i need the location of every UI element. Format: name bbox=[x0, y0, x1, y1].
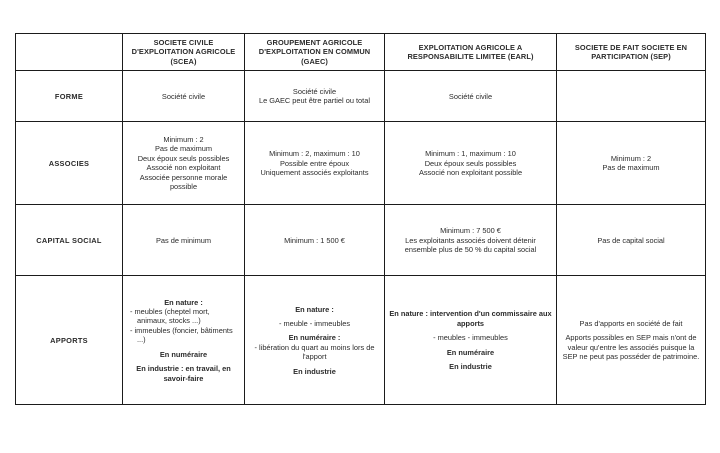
table-body bbox=[16, 71, 706, 405]
cell-capital-scea: Pas de minimum bbox=[123, 205, 245, 276]
table-row bbox=[16, 276, 706, 405]
cell-forme-gaec: Société civile Le GAEC peut être partiel ou total bbox=[245, 71, 385, 122]
table-corner-cell bbox=[16, 34, 123, 71]
cell-associes-scea: Minimum : 2 Pas de maximum Deux époux seuls possibles Associé non exploitant Associée personne morale possible bbox=[123, 122, 245, 205]
cell-associes-gaec: Minimum : 2, maximum : 10 Possible entre époux Uniquement associés exploitants bbox=[245, 122, 385, 205]
comparison-table bbox=[15, 33, 706, 405]
column-header-gaec: GROUPEMENT AGRICOLE D'EXPLOITATION EN COMMUN (GAEC) bbox=[245, 34, 385, 71]
cell-apports-gaec: En nature : - meuble - immeubles En numéraire : - libération du quart au moins lors de l'apport En industrie bbox=[245, 276, 385, 405]
row-header-apports: APPORTS bbox=[16, 276, 123, 405]
column-header-earl: EXPLOITATION AGRICOLE A RESPONSABILITE LIMITEE (EARL) bbox=[385, 34, 557, 71]
cell-forme-earl: Société civile bbox=[385, 71, 557, 122]
row-header-associes: ASSOCIES bbox=[16, 122, 123, 205]
table-header-row bbox=[16, 34, 706, 71]
column-header-scea: SOCIETE CIVILE D'EXPLOITATION AGRICOLE (SCEA) bbox=[123, 34, 245, 71]
cell-capital-sep: Pas de capital social bbox=[557, 205, 706, 276]
column-header-sep: SOCIETE DE FAIT SOCIETE EN PARTICIPATION (SEP) bbox=[557, 34, 706, 71]
cell-apports-earl: En nature : intervention d'un commissaire aux apports - meubles - immeubles En numéraire En industrie bbox=[385, 276, 557, 405]
cell-forme-sep bbox=[557, 71, 706, 122]
cell-associes-earl: Minimum : 1, maximum : 10 Deux époux seuls possibles Associé non exploitant possible bbox=[385, 122, 557, 205]
table-row bbox=[16, 71, 706, 122]
cell-associes-sep: Minimum : 2 Pas de maximum bbox=[557, 122, 706, 205]
cell-apports-sep: Pas d'apports en société de fait Apports possibles en SEP mais n'ont de valeur qu'entre les associés puisque la SEP ne peut pas posséder de patrimoine. bbox=[557, 276, 706, 405]
cell-capital-gaec: Minimum : 1 500 € bbox=[245, 205, 385, 276]
row-header-capital-social: CAPITAL SOCIAL bbox=[16, 205, 123, 276]
cell-forme-scea: Société civile bbox=[123, 71, 245, 122]
table-row bbox=[16, 122, 706, 205]
cell-capital-earl: Minimum : 7 500 € Les exploitants associés doivent détenir ensemble plus de 50 % du capital social bbox=[385, 205, 557, 276]
cell-apports-scea: En nature : - meubles (cheptel mort, animaux, stocks ...) - immeubles (foncier, bâtiments ...) En numéraire En industrie : en travail, en savoir-faire bbox=[123, 276, 245, 405]
table-row bbox=[16, 205, 706, 276]
row-header-forme: FORME bbox=[16, 71, 123, 122]
